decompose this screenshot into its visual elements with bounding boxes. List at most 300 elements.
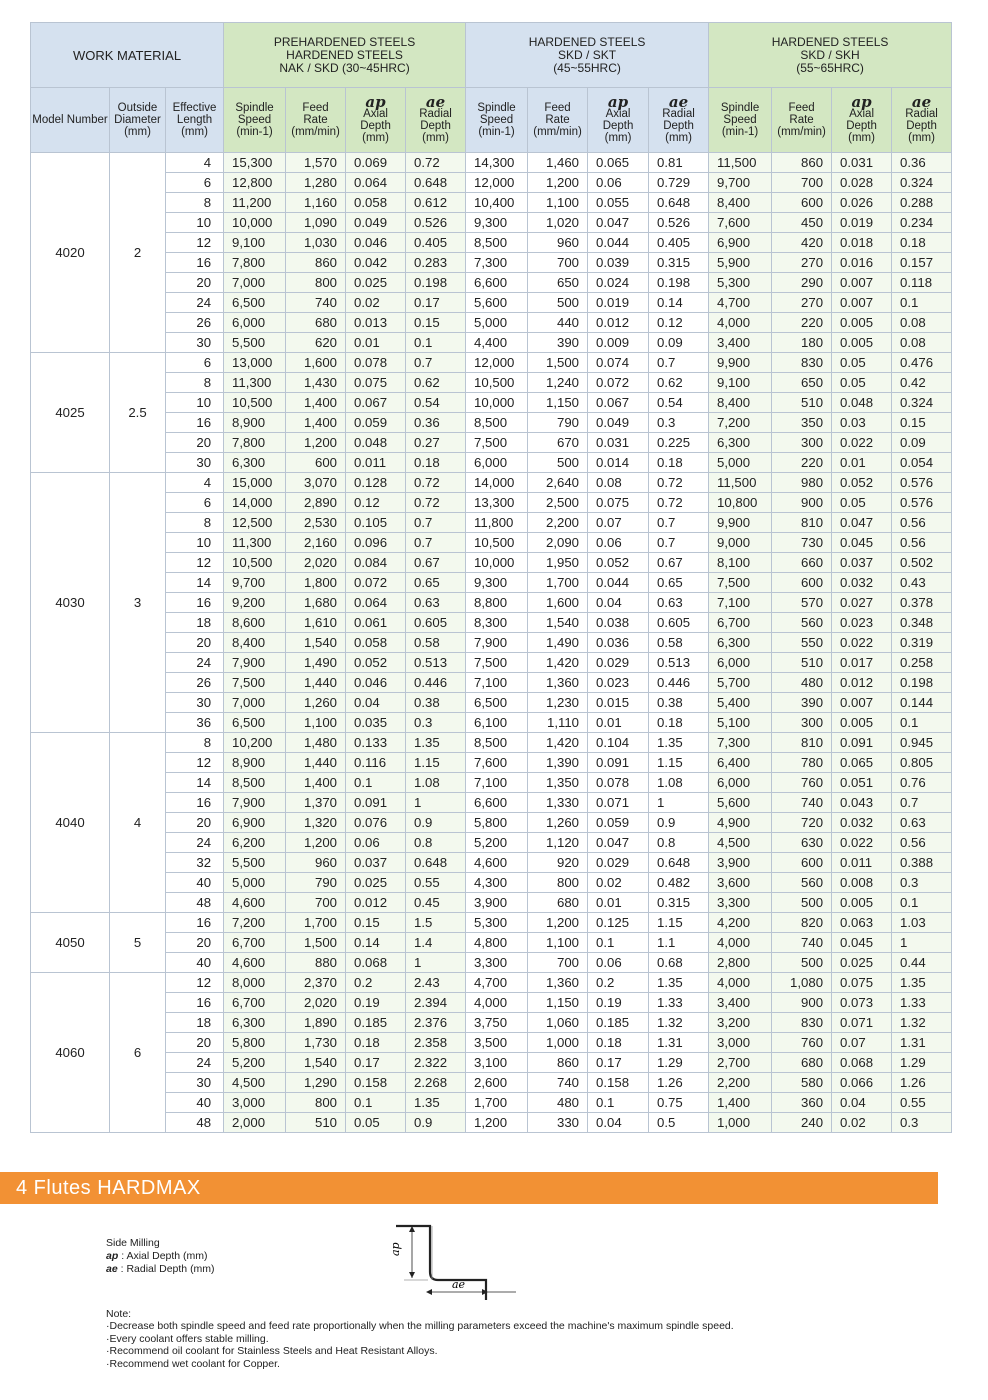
radial-depth-cell: 0.8 bbox=[649, 833, 709, 853]
radial-depth-cell: 1.4 bbox=[406, 933, 466, 953]
spindle-speed-cell: 11,500 bbox=[709, 473, 772, 493]
feed-rate-cell: 1,200 bbox=[286, 833, 346, 853]
axial-depth-cell: 0.031 bbox=[588, 433, 649, 453]
radial-depth-cell: 0.805 bbox=[892, 753, 952, 773]
spindle-speed-cell: 9,100 bbox=[709, 373, 772, 393]
feed-rate-cell: 1,480 bbox=[286, 733, 346, 753]
axial-depth-cell: 0.036 bbox=[588, 633, 649, 653]
col-axial-depth: ap Axial Depth (mm) bbox=[588, 88, 649, 153]
spindle-speed-cell: 3,400 bbox=[709, 993, 772, 1013]
effective-length-cell: 26 bbox=[166, 673, 224, 693]
spindle-speed-cell: 9,700 bbox=[224, 573, 286, 593]
feed-rate-cell: 600 bbox=[772, 193, 832, 213]
radial-depth-cell: 0.1 bbox=[406, 333, 466, 353]
effective-length-cell: 12 bbox=[166, 753, 224, 773]
axial-depth-cell: 0.05 bbox=[346, 1113, 406, 1133]
radial-depth-cell: 0.7 bbox=[649, 513, 709, 533]
radial-depth-cell: 0.234 bbox=[892, 213, 952, 233]
radial-depth-cell: 0.7 bbox=[649, 533, 709, 553]
spindle-speed-cell: 10,000 bbox=[466, 393, 528, 413]
radial-depth-cell: 0.288 bbox=[892, 193, 952, 213]
radial-depth-cell: 1.35 bbox=[649, 733, 709, 753]
radial-depth-cell: 1.1 bbox=[649, 933, 709, 953]
effective-length-cell: 14 bbox=[166, 573, 224, 593]
axial-depth-cell: 0.046 bbox=[346, 673, 406, 693]
radial-depth-cell: 0.7 bbox=[406, 533, 466, 553]
spindle-speed-cell: 5,000 bbox=[709, 453, 772, 473]
spindle-speed-cell: 5,800 bbox=[466, 813, 528, 833]
radial-depth-cell: 0.648 bbox=[649, 853, 709, 873]
radial-depth-cell: 0.446 bbox=[649, 673, 709, 693]
radial-depth-cell: 0.14 bbox=[649, 293, 709, 313]
feed-rate-cell: 740 bbox=[528, 1073, 588, 1093]
axial-depth-cell: 0.046 bbox=[346, 233, 406, 253]
spindle-speed-cell: 10,500 bbox=[224, 393, 286, 413]
feed-rate-cell: 1,030 bbox=[286, 233, 346, 253]
radial-depth-cell: 0.3 bbox=[649, 413, 709, 433]
radial-depth-cell: 0.283 bbox=[406, 253, 466, 273]
banner-title: 4 Flutes HARDMAX bbox=[16, 1177, 201, 1199]
axial-depth-cell: 0.091 bbox=[832, 733, 892, 753]
radial-depth-cell: 0.198 bbox=[892, 673, 952, 693]
effective-length-cell: 10 bbox=[166, 533, 224, 553]
feed-rate-cell: 480 bbox=[772, 673, 832, 693]
radial-depth-cell: 0.9 bbox=[406, 813, 466, 833]
feed-rate-cell: 2,090 bbox=[528, 533, 588, 553]
radial-depth-cell: 0.7 bbox=[649, 353, 709, 373]
outside-diameter-cell: 3 bbox=[110, 473, 166, 733]
spindle-speed-cell: 7,900 bbox=[466, 633, 528, 653]
table-row bbox=[31, 573, 952, 593]
axial-depth-cell: 0.08 bbox=[588, 473, 649, 493]
effective-length-cell: 24 bbox=[166, 293, 224, 313]
radial-depth-cell: 0.56 bbox=[892, 513, 952, 533]
effective-length-cell: 30 bbox=[166, 333, 224, 353]
radial-depth-cell: 1.31 bbox=[892, 1033, 952, 1053]
feed-rate-cell: 500 bbox=[772, 953, 832, 973]
axial-depth-cell: 0.059 bbox=[588, 813, 649, 833]
radial-depth-cell: 0.1 bbox=[892, 293, 952, 313]
axial-depth-cell: 0.047 bbox=[588, 833, 649, 853]
spindle-speed-cell: 8,800 bbox=[466, 593, 528, 613]
radial-depth-cell: 0.7 bbox=[892, 793, 952, 813]
radial-depth-cell: 0.405 bbox=[649, 233, 709, 253]
axial-depth-cell: 0.008 bbox=[832, 873, 892, 893]
radial-depth-cell: 0.7 bbox=[406, 353, 466, 373]
radial-depth-cell: 0.526 bbox=[649, 213, 709, 233]
feed-rate-cell: 1,150 bbox=[528, 393, 588, 413]
table-row bbox=[31, 933, 952, 953]
axial-depth-cell: 0.023 bbox=[832, 613, 892, 633]
feed-rate-cell: 1,540 bbox=[286, 633, 346, 653]
axial-depth-cell: 0.18 bbox=[346, 1033, 406, 1053]
table-row bbox=[31, 273, 952, 293]
axial-depth-cell: 0.042 bbox=[346, 253, 406, 273]
table-row bbox=[31, 253, 952, 273]
spindle-speed-cell: 9,300 bbox=[466, 213, 528, 233]
axial-depth-cell: 0.091 bbox=[346, 793, 406, 813]
effective-length-cell: 16 bbox=[166, 413, 224, 433]
axial-depth-cell: 0.049 bbox=[346, 213, 406, 233]
effective-length-cell: 6 bbox=[166, 353, 224, 373]
axial-depth-cell: 0.023 bbox=[588, 673, 649, 693]
spindle-speed-cell: 3,000 bbox=[224, 1093, 286, 1113]
feed-rate-cell: 480 bbox=[528, 1093, 588, 1113]
group-header-hardened-45-55: HARDENED STEELS SKD / SKT (45~55HRC) bbox=[466, 23, 709, 88]
radial-depth-cell: 0.315 bbox=[649, 253, 709, 273]
radial-depth-cell: 1 bbox=[406, 793, 466, 813]
feed-rate-cell: 1,090 bbox=[286, 213, 346, 233]
radial-depth-cell: 2.43 bbox=[406, 973, 466, 993]
axial-depth-cell: 0.012 bbox=[832, 673, 892, 693]
axial-depth-cell: 0.01 bbox=[346, 333, 406, 353]
radial-depth-cell: 0.513 bbox=[406, 653, 466, 673]
effective-length-cell: 8 bbox=[166, 193, 224, 213]
feed-rate-cell: 1,950 bbox=[528, 553, 588, 573]
spindle-speed-cell: 5,900 bbox=[709, 253, 772, 273]
table-row bbox=[31, 513, 952, 533]
axial-depth-cell: 0.1 bbox=[588, 933, 649, 953]
feed-rate-cell: 740 bbox=[286, 293, 346, 313]
spindle-speed-cell: 3,200 bbox=[709, 1013, 772, 1033]
spindle-speed-cell: 4,000 bbox=[709, 973, 772, 993]
axial-depth-cell: 0.06 bbox=[588, 533, 649, 553]
axial-depth-cell: 0.032 bbox=[832, 573, 892, 593]
axial-depth-cell: 0.005 bbox=[832, 313, 892, 333]
spindle-speed-cell: 6,600 bbox=[466, 273, 528, 293]
spindle-speed-cell: 2,800 bbox=[709, 953, 772, 973]
feed-rate-cell: 1,200 bbox=[286, 433, 346, 453]
radial-depth-cell: 0.67 bbox=[406, 553, 466, 573]
table-row bbox=[31, 393, 952, 413]
feed-rate-cell: 1,420 bbox=[528, 653, 588, 673]
side-milling-diagram bbox=[388, 1220, 523, 1305]
feed-rate-cell: 2,020 bbox=[286, 553, 346, 573]
axial-depth-cell: 0.015 bbox=[588, 693, 649, 713]
section-banner bbox=[0, 1172, 938, 1204]
feed-rate-cell: 720 bbox=[772, 813, 832, 833]
spindle-speed-cell: 6,000 bbox=[466, 453, 528, 473]
radial-depth-cell: 0.1 bbox=[892, 713, 952, 733]
spindle-speed-cell: 4,500 bbox=[224, 1073, 286, 1093]
axial-depth-cell: 0.096 bbox=[346, 533, 406, 553]
model-number-cell: 4020 bbox=[31, 153, 110, 353]
axial-depth-cell: 0.073 bbox=[832, 993, 892, 1013]
spindle-speed-cell: 5,400 bbox=[709, 693, 772, 713]
spindle-speed-cell: 5,600 bbox=[466, 293, 528, 313]
axial-depth-cell: 0.026 bbox=[832, 193, 892, 213]
spindle-speed-cell: 12,500 bbox=[224, 513, 286, 533]
effective-length-cell: 10 bbox=[166, 393, 224, 413]
feed-rate-cell: 220 bbox=[772, 453, 832, 473]
effective-length-cell: 20 bbox=[166, 813, 224, 833]
radial-depth-cell: 0.36 bbox=[406, 413, 466, 433]
axial-depth-cell: 0.158 bbox=[346, 1073, 406, 1093]
col-spindle-speed: Spindle Speed (min-1) bbox=[224, 88, 286, 153]
feed-rate-cell: 980 bbox=[772, 473, 832, 493]
radial-depth-cell: 0.3 bbox=[892, 1113, 952, 1133]
radial-depth-cell: 0.42 bbox=[892, 373, 952, 393]
spindle-speed-cell: 10,200 bbox=[224, 733, 286, 753]
feed-rate-cell: 1,600 bbox=[286, 353, 346, 373]
feed-rate-cell: 790 bbox=[286, 873, 346, 893]
col-radial-depth: ae Radial Depth (mm) bbox=[406, 88, 466, 153]
radial-depth-cell: 0.9 bbox=[649, 813, 709, 833]
feed-rate-cell: 920 bbox=[528, 853, 588, 873]
effective-length-cell: 40 bbox=[166, 1093, 224, 1113]
feed-rate-cell: 580 bbox=[772, 1073, 832, 1093]
feed-rate-cell: 1,280 bbox=[286, 173, 346, 193]
radial-depth-cell: 0.348 bbox=[892, 613, 952, 633]
radial-depth-cell: 0.27 bbox=[406, 433, 466, 453]
col-feed-rate: Feed Rate (mm/min) bbox=[286, 88, 346, 153]
col-model-number: Model Number bbox=[31, 88, 110, 153]
axial-depth-cell: 0.005 bbox=[832, 893, 892, 913]
feed-rate-cell: 1,440 bbox=[286, 673, 346, 693]
axial-depth-cell: 0.052 bbox=[588, 553, 649, 573]
effective-length-cell: 4 bbox=[166, 473, 224, 493]
spindle-speed-cell: 5,200 bbox=[224, 1053, 286, 1073]
effective-length-cell: 40 bbox=[166, 873, 224, 893]
feed-rate-cell: 1,570 bbox=[286, 153, 346, 173]
radial-depth-cell: 0.144 bbox=[892, 693, 952, 713]
radial-depth-cell: 0.157 bbox=[892, 253, 952, 273]
feed-rate-cell: 570 bbox=[772, 593, 832, 613]
col-radial-depth: ae Radial Depth (mm) bbox=[892, 88, 952, 153]
feed-rate-cell: 330 bbox=[528, 1113, 588, 1133]
radial-depth-cell: 0.72 bbox=[649, 473, 709, 493]
spindle-speed-cell: 12,000 bbox=[466, 173, 528, 193]
radial-depth-cell: 0.58 bbox=[649, 633, 709, 653]
feed-rate-cell: 830 bbox=[772, 353, 832, 373]
spindle-speed-cell: 10,500 bbox=[224, 553, 286, 573]
feed-rate-cell: 680 bbox=[286, 313, 346, 333]
radial-depth-cell: 0.72 bbox=[649, 493, 709, 513]
feed-rate-cell: 360 bbox=[772, 1093, 832, 1113]
axial-depth-cell: 0.01 bbox=[588, 893, 649, 913]
effective-length-cell: 24 bbox=[166, 833, 224, 853]
effective-length-cell: 16 bbox=[166, 793, 224, 813]
note-title: Note: bbox=[106, 1308, 132, 1320]
radial-depth-cell: 1.15 bbox=[406, 753, 466, 773]
spindle-speed-cell: 6,700 bbox=[709, 613, 772, 633]
legend bbox=[106, 1237, 215, 1276]
axial-depth-cell: 0.19 bbox=[588, 993, 649, 1013]
spindle-speed-cell: 8,400 bbox=[709, 193, 772, 213]
spindle-speed-cell: 8,300 bbox=[466, 613, 528, 633]
feed-rate-cell: 350 bbox=[772, 413, 832, 433]
diagram-ap-label: ap bbox=[389, 1242, 402, 1256]
spindle-speed-cell: 7,100 bbox=[709, 593, 772, 613]
feed-rate-cell: 650 bbox=[772, 373, 832, 393]
radial-depth-cell: 0.482 bbox=[649, 873, 709, 893]
spindle-speed-cell: 6,700 bbox=[224, 993, 286, 1013]
spindle-speed-cell: 4,000 bbox=[466, 993, 528, 1013]
effective-length-cell: 10 bbox=[166, 213, 224, 233]
table-row bbox=[31, 893, 952, 913]
axial-depth-cell: 0.058 bbox=[346, 633, 406, 653]
spindle-speed-cell: 14,000 bbox=[466, 473, 528, 493]
spindle-speed-cell: 6,000 bbox=[709, 773, 772, 793]
axial-depth-cell: 0.066 bbox=[832, 1073, 892, 1093]
spindle-speed-cell: 11,300 bbox=[224, 373, 286, 393]
axial-depth-cell: 0.025 bbox=[346, 873, 406, 893]
axial-depth-cell: 0.052 bbox=[832, 473, 892, 493]
axial-depth-cell: 0.185 bbox=[588, 1013, 649, 1033]
radial-depth-cell: 0.324 bbox=[892, 393, 952, 413]
table-row bbox=[31, 353, 952, 373]
spindle-speed-cell: 8,000 bbox=[224, 973, 286, 993]
table-row bbox=[31, 813, 952, 833]
radial-depth-cell: 0.38 bbox=[649, 693, 709, 713]
radial-depth-cell: 0.198 bbox=[406, 273, 466, 293]
axial-depth-cell: 0.065 bbox=[588, 153, 649, 173]
axial-depth-cell: 0.047 bbox=[832, 513, 892, 533]
table-row bbox=[31, 293, 952, 313]
spindle-speed-cell: 6,300 bbox=[224, 1013, 286, 1033]
feed-rate-cell: 420 bbox=[772, 233, 832, 253]
radial-depth-cell: 1 bbox=[406, 953, 466, 973]
radial-depth-cell: 1.35 bbox=[406, 733, 466, 753]
spindle-speed-cell: 4,700 bbox=[709, 293, 772, 313]
table-row bbox=[31, 233, 952, 253]
radial-depth-cell: 0.18 bbox=[892, 233, 952, 253]
axial-depth-cell: 0.04 bbox=[346, 693, 406, 713]
spindle-speed-cell: 7,900 bbox=[224, 653, 286, 673]
spindle-speed-cell: 5,300 bbox=[709, 273, 772, 293]
feed-rate-cell: 2,020 bbox=[286, 993, 346, 1013]
spindle-speed-cell: 11,500 bbox=[709, 153, 772, 173]
axial-depth-cell: 0.1 bbox=[588, 1093, 649, 1113]
spindle-speed-cell: 5,800 bbox=[224, 1033, 286, 1053]
radial-depth-cell: 0.18 bbox=[406, 453, 466, 473]
table-row bbox=[31, 1113, 952, 1133]
axial-depth-cell: 0.084 bbox=[346, 553, 406, 573]
axial-depth-cell: 0.005 bbox=[832, 713, 892, 733]
radial-depth-cell: 0.476 bbox=[892, 353, 952, 373]
effective-length-cell: 24 bbox=[166, 1053, 224, 1073]
spindle-speed-cell: 1,200 bbox=[466, 1113, 528, 1133]
axial-depth-cell: 0.128 bbox=[346, 473, 406, 493]
axial-depth-cell: 0.071 bbox=[588, 793, 649, 813]
axial-depth-cell: 0.105 bbox=[346, 513, 406, 533]
radial-depth-cell: 0.054 bbox=[892, 453, 952, 473]
feed-rate-cell: 560 bbox=[772, 873, 832, 893]
axial-depth-cell: 0.031 bbox=[832, 153, 892, 173]
feed-rate-cell: 220 bbox=[772, 313, 832, 333]
spindle-speed-cell: 6,900 bbox=[224, 813, 286, 833]
axial-depth-cell: 0.011 bbox=[346, 453, 406, 473]
axial-depth-cell: 0.091 bbox=[588, 753, 649, 773]
table-row bbox=[31, 213, 952, 233]
spindle-speed-cell: 8,400 bbox=[709, 393, 772, 413]
effective-length-cell: 18 bbox=[166, 613, 224, 633]
spindle-speed-cell: 1,700 bbox=[466, 1093, 528, 1113]
effective-length-cell: 32 bbox=[166, 853, 224, 873]
axial-depth-cell: 0.078 bbox=[346, 353, 406, 373]
axial-depth-cell: 0.067 bbox=[346, 393, 406, 413]
feed-rate-cell: 1,420 bbox=[528, 733, 588, 753]
radial-depth-cell: 1.32 bbox=[892, 1013, 952, 1033]
radial-depth-cell: 1.26 bbox=[892, 1073, 952, 1093]
radial-depth-cell: 0.68 bbox=[649, 953, 709, 973]
feed-rate-cell: 1,110 bbox=[528, 713, 588, 733]
effective-length-cell: 20 bbox=[166, 433, 224, 453]
spindle-speed-cell: 6,300 bbox=[709, 633, 772, 653]
model-number-cell: 4030 bbox=[31, 473, 110, 733]
effective-length-cell: 16 bbox=[166, 993, 224, 1013]
effective-length-cell: 30 bbox=[166, 1073, 224, 1093]
radial-depth-cell: 0.43 bbox=[892, 573, 952, 593]
feed-rate-cell: 1,400 bbox=[286, 393, 346, 413]
spindle-speed-cell: 7,100 bbox=[466, 673, 528, 693]
feed-rate-cell: 620 bbox=[286, 333, 346, 353]
spindle-speed-cell: 7,500 bbox=[224, 673, 286, 693]
table-row bbox=[31, 973, 952, 993]
axial-depth-cell: 0.037 bbox=[346, 853, 406, 873]
feed-rate-cell: 550 bbox=[772, 633, 832, 653]
feed-rate-cell: 1,500 bbox=[286, 933, 346, 953]
cutting-conditions-table bbox=[30, 22, 952, 1133]
axial-depth-cell: 0.055 bbox=[588, 193, 649, 213]
legend-title: Side Milling bbox=[106, 1237, 160, 1249]
radial-depth-cell: 0.09 bbox=[649, 333, 709, 353]
feed-rate-cell: 1,730 bbox=[286, 1033, 346, 1053]
spindle-speed-cell: 7,600 bbox=[709, 213, 772, 233]
spindle-speed-cell: 5,500 bbox=[224, 333, 286, 353]
radial-depth-cell: 0.648 bbox=[406, 853, 466, 873]
axial-depth-cell: 0.02 bbox=[588, 873, 649, 893]
spindle-speed-cell: 3,500 bbox=[466, 1033, 528, 1053]
effective-length-cell: 48 bbox=[166, 893, 224, 913]
feed-rate-cell: 740 bbox=[772, 933, 832, 953]
table-row bbox=[31, 1033, 952, 1053]
table-row bbox=[31, 1073, 952, 1093]
effective-length-cell: 8 bbox=[166, 513, 224, 533]
axial-depth-cell: 0.07 bbox=[832, 1033, 892, 1053]
spindle-speed-cell: 7,800 bbox=[224, 253, 286, 273]
radial-depth-cell: 2.376 bbox=[406, 1013, 466, 1033]
spindle-speed-cell: 7,600 bbox=[466, 753, 528, 773]
table-row bbox=[31, 1053, 952, 1073]
spindle-speed-cell: 14,000 bbox=[224, 493, 286, 513]
axial-depth-cell: 0.063 bbox=[832, 913, 892, 933]
radial-depth-cell: 0.38 bbox=[406, 693, 466, 713]
spindle-speed-cell: 4,600 bbox=[224, 893, 286, 913]
feed-rate-cell: 1,400 bbox=[286, 413, 346, 433]
table-row bbox=[31, 1093, 952, 1113]
axial-depth-cell: 0.01 bbox=[588, 713, 649, 733]
spindle-speed-cell: 6,500 bbox=[466, 693, 528, 713]
feed-rate-cell: 900 bbox=[772, 493, 832, 513]
radial-depth-cell: 0.63 bbox=[892, 813, 952, 833]
axial-depth-cell: 0.029 bbox=[588, 653, 649, 673]
spindle-speed-cell: 13,300 bbox=[466, 493, 528, 513]
feed-rate-cell: 450 bbox=[772, 213, 832, 233]
table-row bbox=[31, 633, 952, 653]
spindle-speed-cell: 6,000 bbox=[224, 313, 286, 333]
radial-depth-cell: 0.446 bbox=[406, 673, 466, 693]
radial-depth-cell: 2.394 bbox=[406, 993, 466, 1013]
axial-depth-cell: 0.133 bbox=[346, 733, 406, 753]
axial-depth-cell: 0.078 bbox=[588, 773, 649, 793]
radial-depth-cell: 0.945 bbox=[892, 733, 952, 753]
spindle-speed-cell: 12,000 bbox=[466, 353, 528, 373]
axial-depth-cell: 0.068 bbox=[346, 953, 406, 973]
radial-depth-cell: 0.56 bbox=[892, 833, 952, 853]
effective-length-cell: 18 bbox=[166, 1013, 224, 1033]
axial-depth-cell: 0.064 bbox=[346, 173, 406, 193]
